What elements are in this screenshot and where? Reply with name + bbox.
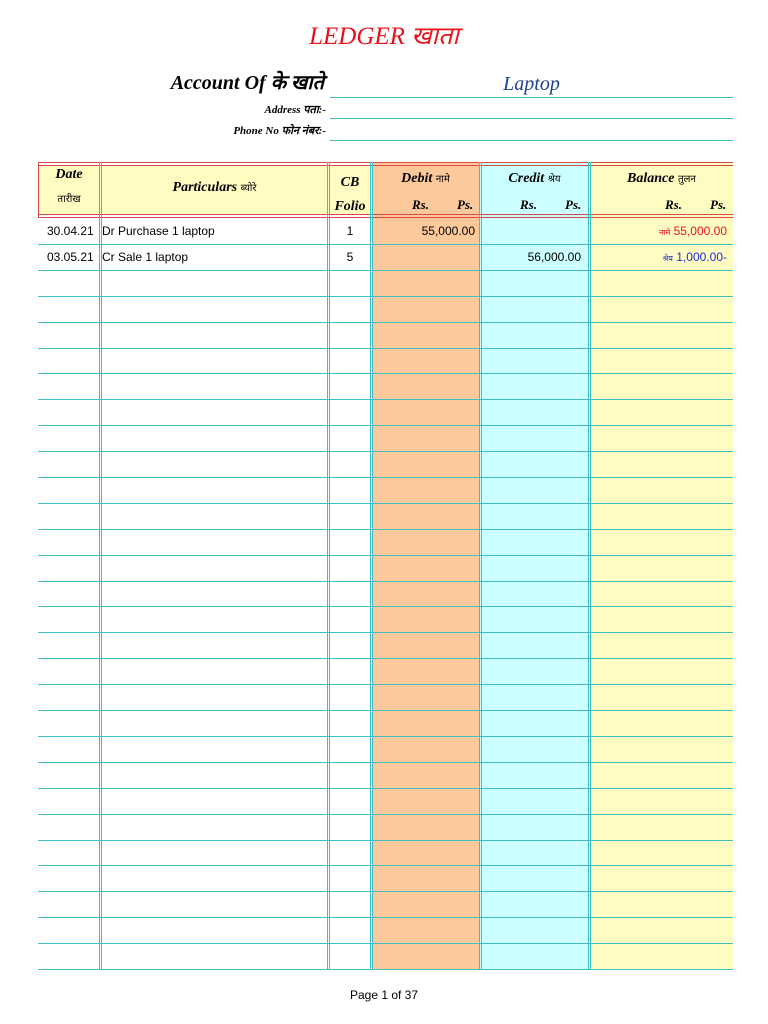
header-balance-rs: Rs.	[665, 197, 682, 212]
debit-column-bg	[372, 162, 479, 970]
row-line	[38, 943, 733, 944]
header-balance-ps: Ps.	[710, 197, 727, 212]
header-debit-rs: Rs.	[412, 197, 429, 212]
col-line-debit-2	[481, 162, 482, 970]
col-line-particulars	[327, 162, 328, 970]
address-underline[interactable]	[330, 118, 733, 119]
header-credit-rs: Rs.	[520, 197, 537, 212]
row-line	[38, 296, 733, 297]
row-line	[38, 373, 733, 374]
col-line-particulars-2	[329, 162, 330, 970]
row-folio: 5	[346, 250, 354, 264]
row-line	[38, 425, 733, 426]
header-cb-label: CB	[340, 175, 360, 190]
page-footer: Page 1 of 37	[349, 988, 419, 1002]
header-top-border	[38, 162, 733, 166]
row-line	[38, 632, 733, 633]
row-line	[38, 399, 733, 400]
row-line	[38, 865, 733, 866]
row-line	[38, 555, 733, 556]
row-line	[38, 503, 733, 504]
row-line	[38, 529, 733, 530]
row-credit: 56,000.00	[527, 250, 581, 264]
header-particulars	[101, 180, 328, 196]
header-cb-folio	[329, 171, 371, 219]
header-debit-label: Debit	[401, 171, 433, 186]
header-debit	[372, 171, 479, 187]
row-line	[38, 477, 733, 478]
row-balance	[590, 223, 727, 241]
row-line	[38, 710, 733, 711]
row-line	[38, 684, 733, 685]
row-line	[38, 348, 733, 349]
ledger-title: LEDGER खाता	[309, 23, 459, 50]
phone-label: Phone No फोन नंबर:-	[233, 125, 326, 137]
header-date-hindi: तारीख	[57, 194, 81, 205]
row-line	[38, 270, 733, 271]
header-credit-hindi: श्रेय	[547, 174, 561, 185]
header-credit	[481, 171, 588, 187]
col-line-debit	[479, 162, 480, 970]
header-particulars-label: Particulars	[172, 180, 238, 195]
row-line	[38, 658, 733, 659]
row-line	[38, 788, 733, 789]
row-balance	[590, 249, 727, 267]
address-label: Address पता:-	[264, 104, 326, 116]
account-underline	[330, 97, 733, 98]
col-line-date	[99, 162, 100, 970]
col-line-folio	[370, 162, 371, 970]
header-date-label: Date	[55, 167, 83, 182]
row-balance-value: 1,000.00-	[676, 250, 727, 264]
header-balance-label: Balance	[627, 171, 675, 186]
row-line	[38, 917, 733, 918]
header-balance	[590, 171, 733, 187]
header-particulars-hindi: ब्योरे	[240, 183, 257, 194]
balance-column-bg	[588, 162, 733, 970]
row-balance-tag: नामे	[658, 228, 671, 237]
header-credit-label: Credit	[508, 171, 545, 186]
col-line-credit	[588, 162, 589, 970]
header-folio-label: Folio	[334, 199, 366, 214]
row-line	[38, 736, 733, 737]
row-line	[38, 451, 733, 452]
row-balance-tag: श्रेय	[662, 254, 673, 263]
header-credit-ps: Ps.	[565, 197, 582, 212]
row-date: 30.04.21	[47, 224, 94, 238]
col-line-date-2	[101, 162, 102, 970]
header-balance-hindi: तुलन	[677, 174, 696, 185]
row-line	[38, 840, 733, 841]
row-line	[38, 891, 733, 892]
account-name-value[interactable]: Laptop	[503, 73, 560, 95]
ledger-table	[38, 162, 733, 970]
row-balance-value: 55,000.00	[673, 224, 727, 238]
header-debit-hindi: नामे	[435, 174, 450, 185]
row-debit: 55,000.00	[421, 224, 475, 238]
row-line	[38, 762, 733, 763]
row-line	[38, 581, 733, 582]
header-bottom-border	[38, 214, 733, 218]
row-folio: 1	[346, 224, 354, 238]
phone-underline[interactable]	[330, 140, 733, 141]
row-line	[38, 322, 733, 323]
row-date: 03.05.21	[47, 250, 94, 264]
row-line	[38, 244, 733, 245]
col-line-folio-2	[372, 162, 373, 970]
header-debit-ps: Ps.	[457, 197, 474, 212]
row-particulars: Dr Purchase 1 laptop	[102, 224, 215, 238]
row-line	[38, 606, 733, 607]
row-particulars: Cr Sale 1 laptop	[102, 250, 189, 264]
account-of-label: Account Of के खाते	[170, 72, 324, 94]
credit-column-bg	[479, 162, 588, 970]
header-date	[38, 167, 100, 205]
col-line-credit-2	[590, 162, 591, 970]
row-line	[38, 969, 733, 970]
row-line	[38, 814, 733, 815]
